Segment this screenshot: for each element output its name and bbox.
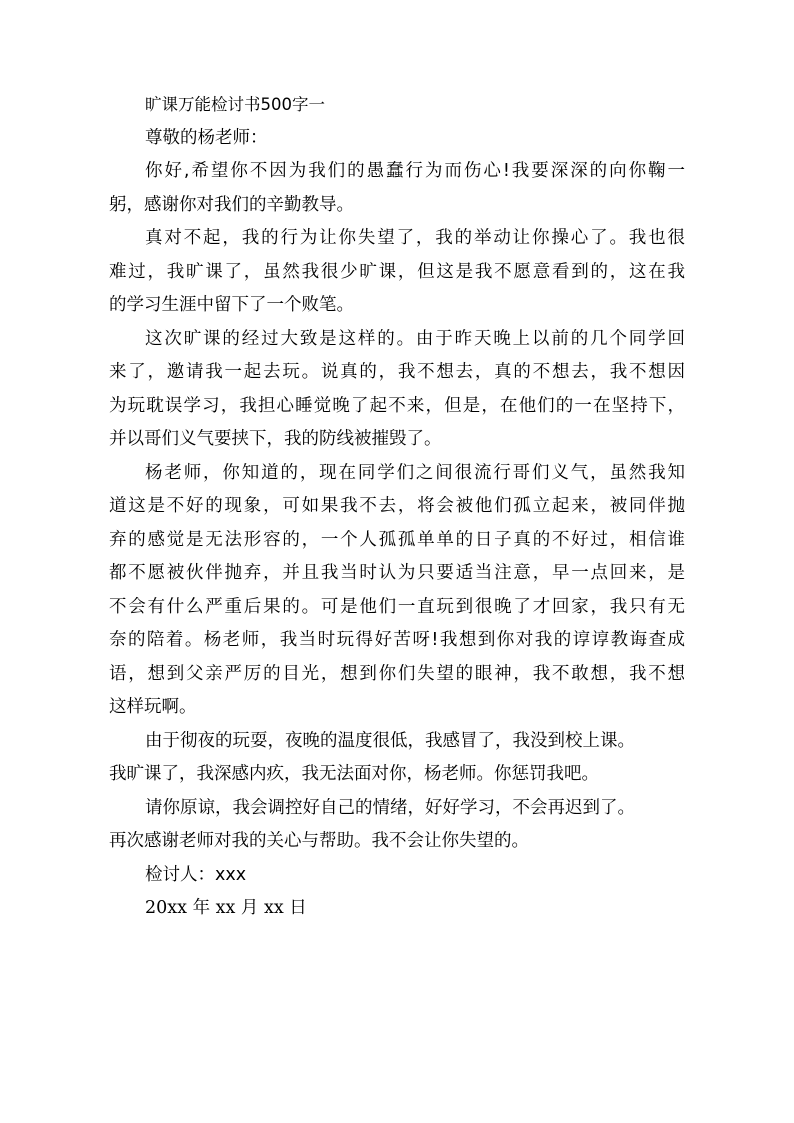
paragraph — [109, 222, 685, 323]
paragraph-line: 来了，邀请我一起去玩。说真的，我不想去，真的不想去，我不想因 — [109, 362, 685, 382]
paragraph-line: 弃的感觉是无法形容的，一个人孤孤单单的日子真的不好过，相信谁 — [109, 529, 685, 550]
paragraph-line: 奈的陪着。杨老师，我当时玩得好苦呀!我想到你对我的谆谆教诲查成 — [109, 630, 685, 650]
paragraph-line: 躬，感谢你对我们的辛勤教导。 — [109, 194, 354, 215]
signature: 检讨人：xxx — [145, 864, 247, 885]
paragraph-line: 真对不起，我的行为让你失望了，我的举动让你操心了。我也很 — [145, 228, 685, 248]
paragraph-line: 为玩耽误学习，我担心睡觉晚了起不来，但是，在他们的一在坚持下， — [109, 395, 685, 416]
paragraph-line: 我旷课了，我深感内疚，我无法面对你，杨老师。你惩罚我吧。 — [109, 764, 599, 784]
paragraph — [109, 155, 685, 222]
paragraph — [109, 323, 685, 457]
paragraph-line: 再次感谢老师对我的关心与帮助。我不会让你失望的。 — [109, 831, 529, 851]
paragraph — [109, 457, 685, 725]
document-date: 20xx 年 xx 月 xx 日 — [145, 898, 307, 918]
paragraph-line: 这次旷课的经过大致是这样的。由于昨天晚上以前的几个同学回 — [145, 328, 685, 349]
paragraph-line: 并以哥们义气要挟下，我的防线被摧毁了。 — [109, 429, 442, 449]
paragraph-line: 语，想到父亲严厉的目光，想到你们失望的眼神，我不敢想，我不想 — [109, 663, 685, 684]
document-title: 旷课万能检讨书500字一 — [145, 95, 325, 114]
paragraph-line: 由于彻夜的玩耍，夜晚的温度很低，我感冒了，我没到校上课。 — [145, 730, 635, 751]
paragraph — [109, 792, 685, 859]
paragraph-line: 杨老师，你知道的，现在同学们之间很流行哥们义气，虽然我知 — [145, 462, 685, 483]
paragraph-line: 请你原谅，我会调控好自己的情绪，好好学习，不会再迟到了。 — [145, 797, 635, 818]
paragraph-line: 的学习生涯中留下了一个败笔。 — [109, 295, 354, 315]
paragraph-line: 你好,希望你不因为我们的愚蠢行为而伤心!我要深深的向你鞠一 — [145, 161, 685, 181]
paragraph-line: 不会有什么严重后果的。可是他们一直玩到很晚了才回家，我只有无 — [109, 596, 685, 617]
paragraph-line: 都不愿被伙伴抛弃，并且我当时认为只要适当注意，早一点回来，是 — [109, 563, 685, 583]
paragraph-line: 难过，我旷课了，虽然我很少旷课，但这是我不愿意看到的，这在我 — [109, 261, 685, 282]
document-body — [109, 88, 685, 926]
paragraph-line: 这样玩啊。 — [109, 697, 197, 717]
paragraph-line: 道这是不好的现象，可如果我不去，将会被他们孤立起来，被同伴抛 — [109, 496, 685, 516]
salutation: 尊敬的杨老师： — [145, 127, 268, 148]
paragraph — [109, 725, 685, 792]
